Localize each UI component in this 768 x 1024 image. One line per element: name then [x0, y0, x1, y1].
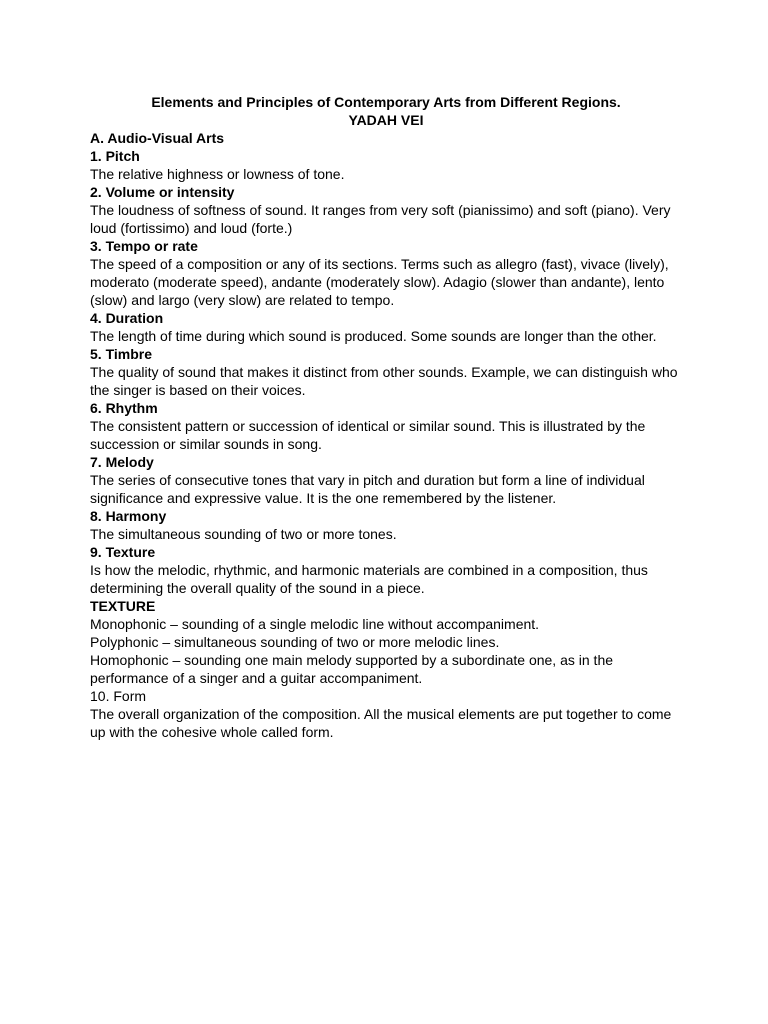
term-heading: 9. Texture — [90, 544, 156, 560]
term-description: The speed of a composition or any of its sections. Terms such as allegro (fast), vivace (lively), moderato (moderate speed), andante (moderately slow). Adagio (slower than andante), lento (slow) and largo (very slow) are related to tempo. — [90, 256, 669, 308]
term-description: The consistent pattern or succession of identical or similar sound. This is illustrated by the succession or similar sounds in song. — [90, 418, 646, 452]
term-heading: 4. Duration — [90, 310, 164, 326]
texture-polyphonic: Polyphonic – simultaneous sounding of two or more melodic lines. — [90, 634, 500, 650]
item-rhythm — [90, 399, 690, 453]
item-tempo — [90, 237, 690, 309]
item-form — [90, 687, 690, 741]
document-author: YADAH VEI — [348, 112, 424, 128]
term-description: The loudness of softness of sound. It ranges from very soft (pianissimo) and soft (piano). Very loud (fortissimo) and loud (forte.) — [90, 202, 671, 236]
term-heading: 8. Harmony — [90, 508, 167, 524]
item-duration — [90, 309, 690, 345]
term-description: The simultaneous sounding of two or more tones. — [90, 526, 397, 542]
term-description: The length of time during which sound is produced. Some sounds are longer than the other. — [90, 328, 657, 344]
term-description: The series of consecutive tones that vary in pitch and duration but form a line of individual significance and expressive value. It is the one remembered by the listener. — [90, 472, 645, 506]
texture-monophonic: Monophonic – sounding of a single melodic line without accompaniment. — [90, 616, 540, 632]
term-heading: 6. Rhythm — [90, 400, 158, 416]
term-heading: 1. Pitch — [90, 148, 140, 164]
term-heading: 7. Melody — [90, 454, 154, 470]
term-description: The overall organization of the composition. All the musical elements are put together to come up with the cohesive whole called form. — [90, 706, 672, 740]
item-pitch — [90, 147, 690, 183]
item-melody — [90, 453, 690, 507]
term-heading: 2. Volume or intensity — [90, 184, 235, 200]
texture-homophonic: Homophonic – sounding one main melody supported by a subordinate one, as in the performance of a singer and a guitar accompaniment. — [90, 652, 614, 686]
item-volume — [90, 183, 690, 237]
term-heading: 3. Tempo or rate — [90, 238, 198, 254]
item-harmony — [90, 507, 690, 543]
item-texture — [90, 543, 690, 597]
section-heading: A. Audio-Visual Arts — [90, 130, 225, 146]
term-description: The quality of sound that makes it distinct from other sounds. Example, we can distinguish who the singer is based on their voices. — [90, 364, 678, 398]
term-description: The relative highness or lowness of tone. — [90, 166, 345, 182]
term-heading: 5. Timbre — [90, 346, 152, 362]
document-title: Elements and Principles of Contemporary Arts from Different Regions. — [151, 94, 621, 110]
document-page — [90, 94, 690, 741]
term-description: Is how the melodic, rhythmic, and harmonic materials are combined in a composition, thus determining the overall quality of the sound in a piece. — [90, 562, 648, 596]
item-timbre — [90, 345, 690, 399]
term-heading: 10. Form — [90, 688, 147, 704]
texture-heading: TEXTURE — [90, 598, 156, 614]
